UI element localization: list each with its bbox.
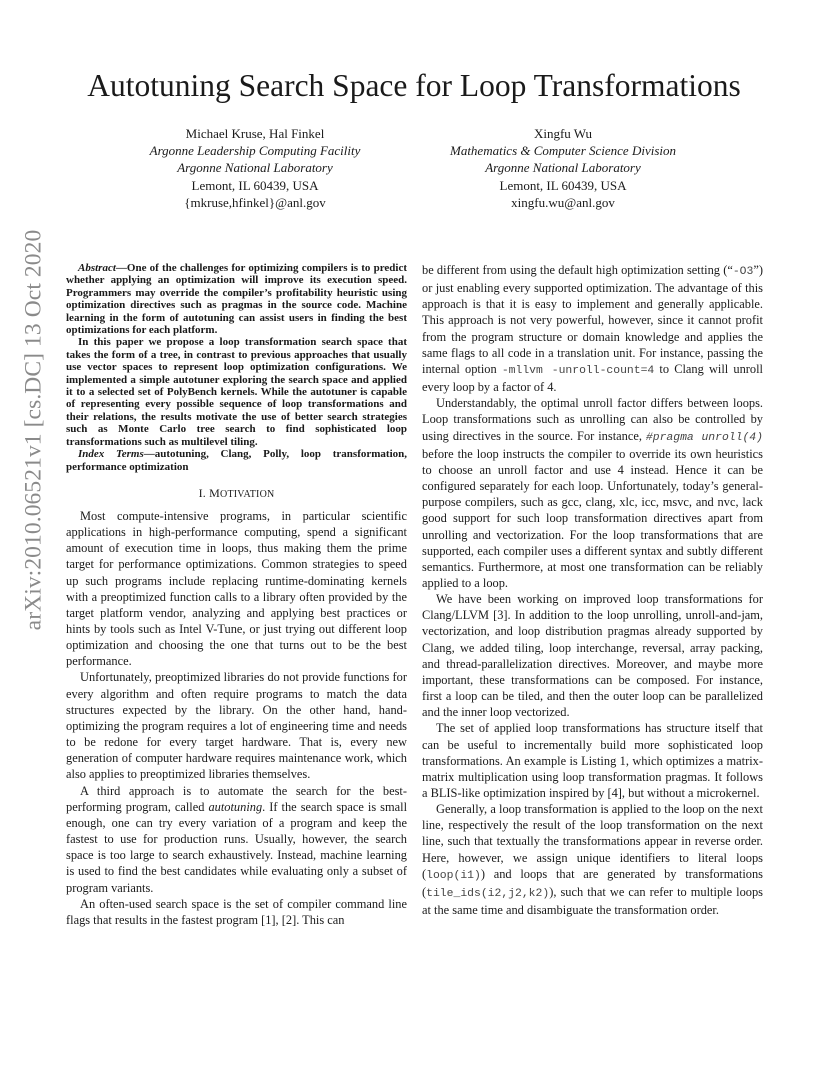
paragraph: An often-used search space is the set of compiler command line flags that results in the fastest program [1], [2]. This can [66, 896, 407, 927]
paragraph: The set of applied loop transformations has structure itself that can be useful to incrementally build more sophisticated loop transformations. An example is Listing 1, which optimizes a matrix-matrix multiplication using loop transformation pragmas. It follows a BLIS-like optimization inspired by [4], but without a microkernel. [422, 721, 763, 800]
abstract-paragraph: —One of the challenges for optimizing compilers is to predict whether applying an optimization will improve its execution speed. Programmers may override the compiler’s profitability heuristic using optimization directives such as pragmas in the source code. Machine learning in the form of autotuning can assist users in finding the best optimizations for each platform. [66, 262, 407, 337]
author-email: {mkruse,hfinkel}@anl.gov [184, 194, 326, 210]
code-inline: tile_ids(i2,j2,k2) [426, 887, 550, 900]
arxiv-identifier-text: arXiv:2010.06521v1 [cs.DC] 13 Oct 2020 [20, 229, 47, 631]
paragraph: A third approach is to automate the search for the best-performing program, called autotuning. If the search space is small enough, one can try every variation of a program and keep the fastest to use for production runs. Usually, however, the search space is too large to search exhaustively. Instead, machine learning is used to find the best candidates while evaluating only a subset of program variants. [66, 783, 408, 895]
code-inline: #pragma unroll(4) [645, 431, 763, 444]
left-column [66, 262, 407, 928]
index-terms: —autotuning, Clang, Polly, loop transformation, performance optimization [66, 448, 407, 473]
section-heading: I. MOTIVATION [198, 485, 275, 500]
author-affiliation: Argonne Leadership Computing Facility [149, 143, 361, 159]
author-affiliation: Mathematics & Computer Science Division [449, 143, 676, 159]
emphasized-term: autotuning [208, 799, 263, 814]
code-inline: -mllvm -unroll-count=4 [501, 364, 655, 377]
author-block-1 [100, 125, 410, 211]
paragraph: be different from using the default high optimization setting (“-O3”) or just enabling every supported optimization. The advantage of this approach is that it is easy to implement and generally applicable. This approach is not very powerful, however, since it cannot profit from the program structure or domain knowledge and applies the same flags to all code in a translation unit. For instance, passing the internal option -mllvm -unroll-count=4 to Clang will unroll every loop by a factor of 4. [422, 263, 763, 395]
code-inline: -O3 [732, 266, 754, 278]
abstract-label: Abstract [78, 262, 116, 274]
author-address: Lemont, IL 60439, USA [191, 177, 319, 193]
index-terms-label: Index Terms [78, 448, 144, 461]
paper-title: Autotuning Search Space for Loop Transformations [87, 68, 741, 103]
paragraph: Most compute-intensive programs, in particular scientific applications in high-performance computing, spend a significant amount of execution time in loops, thus making them the prime target for performance optimizations. Common strategies to speed up such programs include replacing runtime-dominating kernels with a preoptimized function calls to a library often provided by the target platform vendor, analyzing and applying best practices or hints by tools such as Intel V-Tune, or just trying out different loop optimization and choosing the one that turns out to be the best performance. [66, 508, 407, 669]
author-institution: Argonne National Laboratory [177, 160, 333, 176]
author-names: Xingfu Wu [533, 126, 593, 141]
author-block-2 [418, 125, 708, 211]
paragraph: Generally, a loop transformation is applied to the loop on the next line, respectively the result of the loop transformation on the next line, such that textually the transformations appear in reverse order. Here, however, we assign unique identifiers to literal loops (loop(i1)) and loops that are generated by transformations (tile_ids(i2,j2,k2)), such that we can refer to multiple loops at the same time and disambiguate the transformation order. [422, 802, 763, 918]
right-column [422, 262, 763, 918]
right-body [422, 262, 763, 918]
abstract-paragraph: In this paper we propose a loop transformation search space that takes the form of a tree, in contrast to previous approaches that usually use vector spaces to represent loop optimization configurations. We implemented a simple autotuner exploring the search space and applied it to a selected set of PolyBench kernels. While the autotuner is capable of representing every possible sequence of loop transformations and their relations, the results motivate the use of better search strategies such as Monte Carlo tree search to find sophisticated loop transformations such as multilevel tiling. [66, 336, 407, 448]
author-institution: Argonne National Laboratory [485, 160, 641, 176]
paragraph: We have been working on improved loop transformations for Clang/LLVM [3]. In addition to the loop unrolling, unroll-and-jam, vectorization, and loop distribution pragmas already supported by Clang, we added tiling, loop interchange, reversal, array packing, and thread-parallelization directives. Moreover, and maybe more important, these transformations can be composed. For instance, first a loop can be tiled, and then the outer loop can be parallelized and the inner loop vectorized. [422, 592, 763, 720]
paragraph: Understandably, the optimal unroll factor differs between loops. Loop transformations such as unrolling can also be controlled by using directives in the source. For instance, #pragma unroll(4) before the loop instructs the compiler to override its own heuristics to choose an unroll factor and use 4 instead. Hence it can be configured separately for each loop. Unfortunately, today’s general-purpose compilers, such as gcc, clang, xlc, icc, msvc, and nvc, lack good support for such loop transformation directives apart from unrolling and vectorization. For the loop transformations that are supported, each compiler uses a different syntax and subtly different semantics. Furthermore, at most one transformation can be reliably applied to a loop. [422, 396, 763, 590]
author-address: Lemont, IL 60439, USA [499, 177, 627, 193]
paragraph: Unfortunately, preoptimized libraries do not provide functions for every algorithm and often require programs to match the data structures expected by the library. On the other hand, hand-optimizing the program requires a lot of engineering time and needs to be redone for every target hardware. That is, every new generation of computer hardware requires maintenance work, which also applies to preoptimized libraries themselves. [66, 670, 407, 782]
left-body [66, 508, 407, 928]
abstract [66, 262, 407, 473]
author-names: Michael Kruse, Hal Finkel [185, 126, 325, 141]
code-inline: loop(i1) [426, 869, 481, 882]
author-email: xingfu.wu@anl.gov [511, 194, 615, 210]
